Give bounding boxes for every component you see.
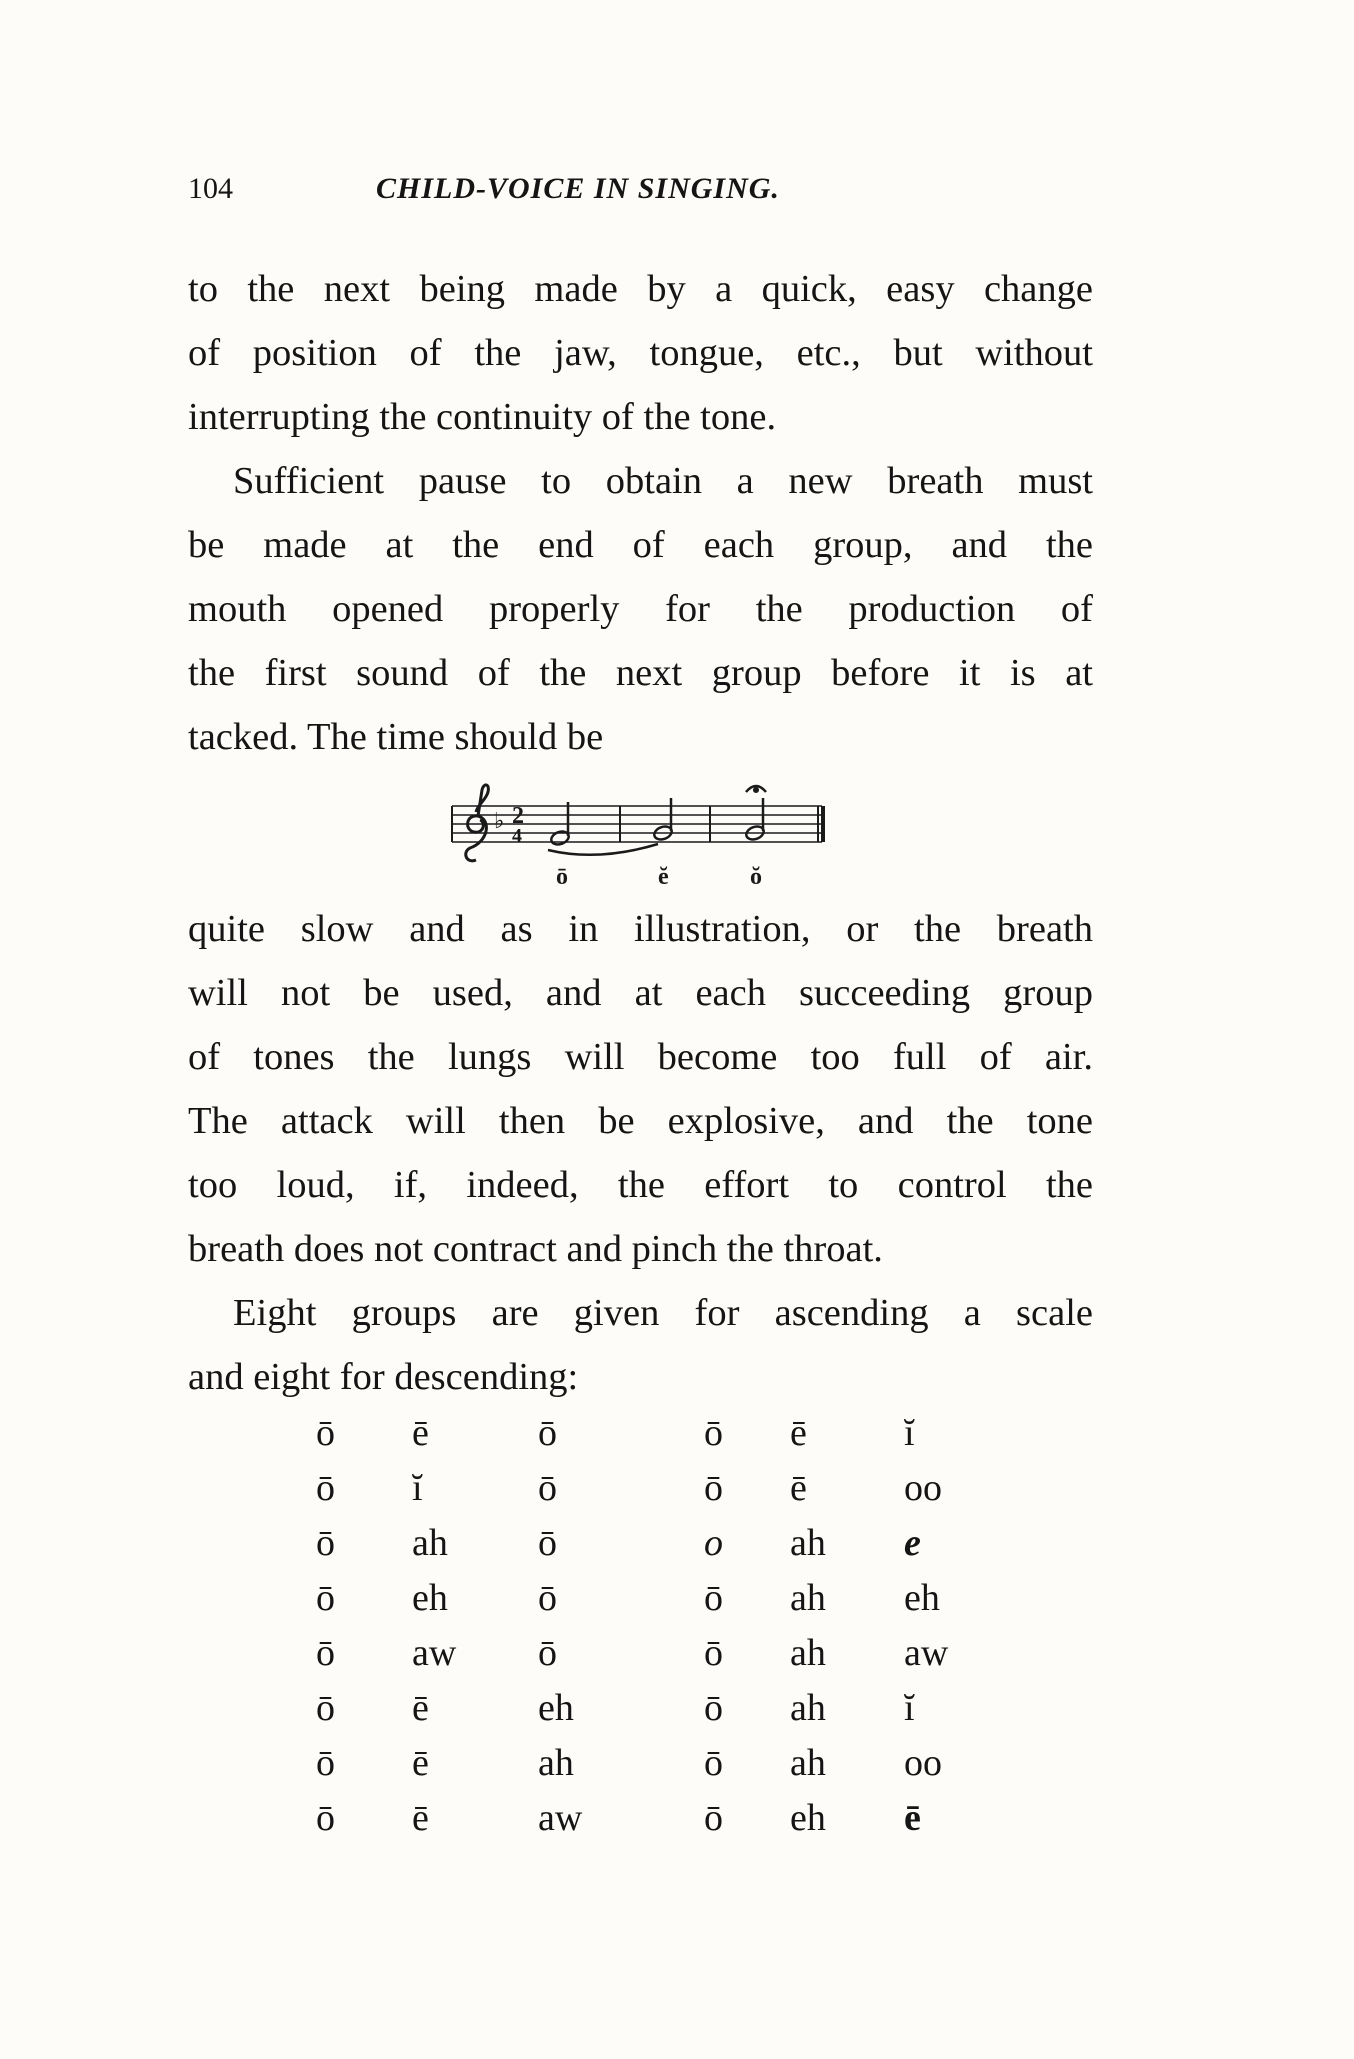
text-line: quite slow and as in illustration, or the breath <box>188 908 1093 950</box>
time-signature-bottom: 4 <box>512 825 522 847</box>
treble-clef <box>466 785 489 861</box>
text-line: of tones the lungs will become too full of air. <box>188 1036 1093 1078</box>
text-line: mouth opened properly for the production of <box>188 588 1093 630</box>
vowel-cell: ē <box>412 1742 429 1784</box>
vowel-group-row <box>316 1686 976 1741</box>
text-line: Eight groups are given for ascending a scale <box>233 1292 1093 1334</box>
vowel-cell: ah <box>790 1742 826 1784</box>
vowel-group-row <box>316 1576 976 1631</box>
running-title: CHILD-VOICE IN SINGING. <box>376 172 780 205</box>
vowel-cell: ō <box>538 1412 557 1454</box>
vowel-cell: ah <box>538 1742 574 1784</box>
vowel-cell: ō <box>316 1522 335 1564</box>
vowel-cell: ĭ <box>904 1687 915 1729</box>
music-notation-example <box>448 776 828 896</box>
vowel-cell: ō <box>316 1632 335 1674</box>
vowel-cell: ah <box>412 1522 448 1564</box>
text-line: tacked. The time should be <box>188 716 604 758</box>
vowel-cell: ē <box>412 1687 429 1729</box>
vowel-cell: ō <box>704 1742 723 1784</box>
half-note <box>652 798 673 842</box>
text-line: breath does not contract and pinch the throat. <box>188 1228 883 1270</box>
vowel-cell: ah <box>790 1522 826 1564</box>
vowel-cell: ō <box>538 1467 557 1509</box>
paragraph-continuation <box>188 257 1093 449</box>
page-number: 104 <box>188 172 233 205</box>
vowel-cell: ah <box>790 1687 826 1729</box>
staff-lines <box>452 806 822 842</box>
text-line: to the next being made by a quick, easy change <box>188 268 1093 310</box>
vowel-cell: ē <box>790 1467 807 1509</box>
vowel-cell: ō <box>704 1797 723 1839</box>
vowel-under-note: ō <box>556 864 568 890</box>
vowel-groups-table <box>316 1411 976 1851</box>
vowel-cell: eh <box>904 1577 940 1619</box>
vowel-group-row <box>316 1741 976 1796</box>
vowel-cell: ō <box>538 1522 557 1564</box>
vowel-cell: o <box>704 1522 723 1564</box>
fermata <box>746 786 766 792</box>
vowel-cell: ē <box>412 1797 429 1839</box>
vowel-cell: ah <box>790 1632 826 1674</box>
text-line: of position of the jaw, tongue, etc., but without <box>188 332 1093 374</box>
text-line: will not be used, and at each succeeding group <box>188 972 1093 1014</box>
vowel-under-note: ĕ <box>658 864 669 890</box>
vowel-cell: e <box>904 1522 921 1564</box>
flat-sign: ♭ <box>494 808 505 833</box>
half-note <box>744 798 765 842</box>
vowel-group-row <box>316 1521 976 1576</box>
text-line: be made at the end of each group, and the <box>188 524 1093 566</box>
vowel-cell: ō <box>316 1742 335 1784</box>
vowel-cell: ō <box>704 1632 723 1674</box>
vowel-group-row <box>316 1411 976 1466</box>
vowel-cell: ō <box>704 1412 723 1454</box>
vowel-cell: ō <box>538 1632 557 1674</box>
vowel-cell: aw <box>538 1797 583 1839</box>
vowel-cell: ō <box>316 1797 335 1839</box>
text-line: the first sound of the next group before it is at <box>188 652 1093 694</box>
text-line: too loud, if, indeed, the effort to control the <box>188 1164 1093 1206</box>
vowel-group-row <box>316 1796 976 1851</box>
vowel-cell: ē <box>790 1412 807 1454</box>
vowel-cell: ē <box>904 1797 921 1839</box>
vowel-cell: eh <box>538 1687 574 1729</box>
page-header <box>188 172 1108 212</box>
vowel-cell: aw <box>412 1632 457 1674</box>
vowel-cell: ō <box>316 1577 335 1619</box>
vowel-cell: ĭ <box>904 1412 915 1454</box>
vowel-cell: oo <box>904 1742 942 1784</box>
text-line: The attack will then be explosive, and the tone <box>188 1100 1093 1142</box>
vowel-group-row <box>316 1631 976 1686</box>
vowel-cell: ō <box>316 1467 335 1509</box>
paragraph-tempo <box>188 897 1093 1281</box>
vowel-cell: ō <box>316 1687 335 1729</box>
vowel-cell: ō <box>704 1687 723 1729</box>
vowel-cell: ō <box>316 1412 335 1454</box>
vowel-cell: oo <box>904 1467 942 1509</box>
tie <box>548 844 658 855</box>
vowel-cell: ō <box>538 1577 557 1619</box>
vowel-group-row <box>316 1466 976 1521</box>
vowel-cell: aw <box>904 1632 949 1674</box>
vowel-cell: eh <box>790 1797 826 1839</box>
vowel-cell: ō <box>704 1467 723 1509</box>
vowel-cell: ah <box>790 1577 826 1619</box>
time-signature-top: 2 <box>512 803 524 829</box>
vowel-cell: ō <box>704 1577 723 1619</box>
vowel-cell: ē <box>412 1412 429 1454</box>
vowel-cell: eh <box>412 1577 448 1619</box>
paragraph-breath-pause <box>188 449 1093 769</box>
text-line: and eight for descending: <box>188 1356 579 1398</box>
vowel-under-note: ŏ <box>750 864 762 890</box>
text-line: Sufficient pause to obtain a new breath must <box>233 460 1093 502</box>
paragraph-eight-groups <box>188 1281 1093 1409</box>
vowel-cell: ĭ <box>412 1467 423 1509</box>
text-line: interrupting the continuity of the tone. <box>188 396 777 438</box>
